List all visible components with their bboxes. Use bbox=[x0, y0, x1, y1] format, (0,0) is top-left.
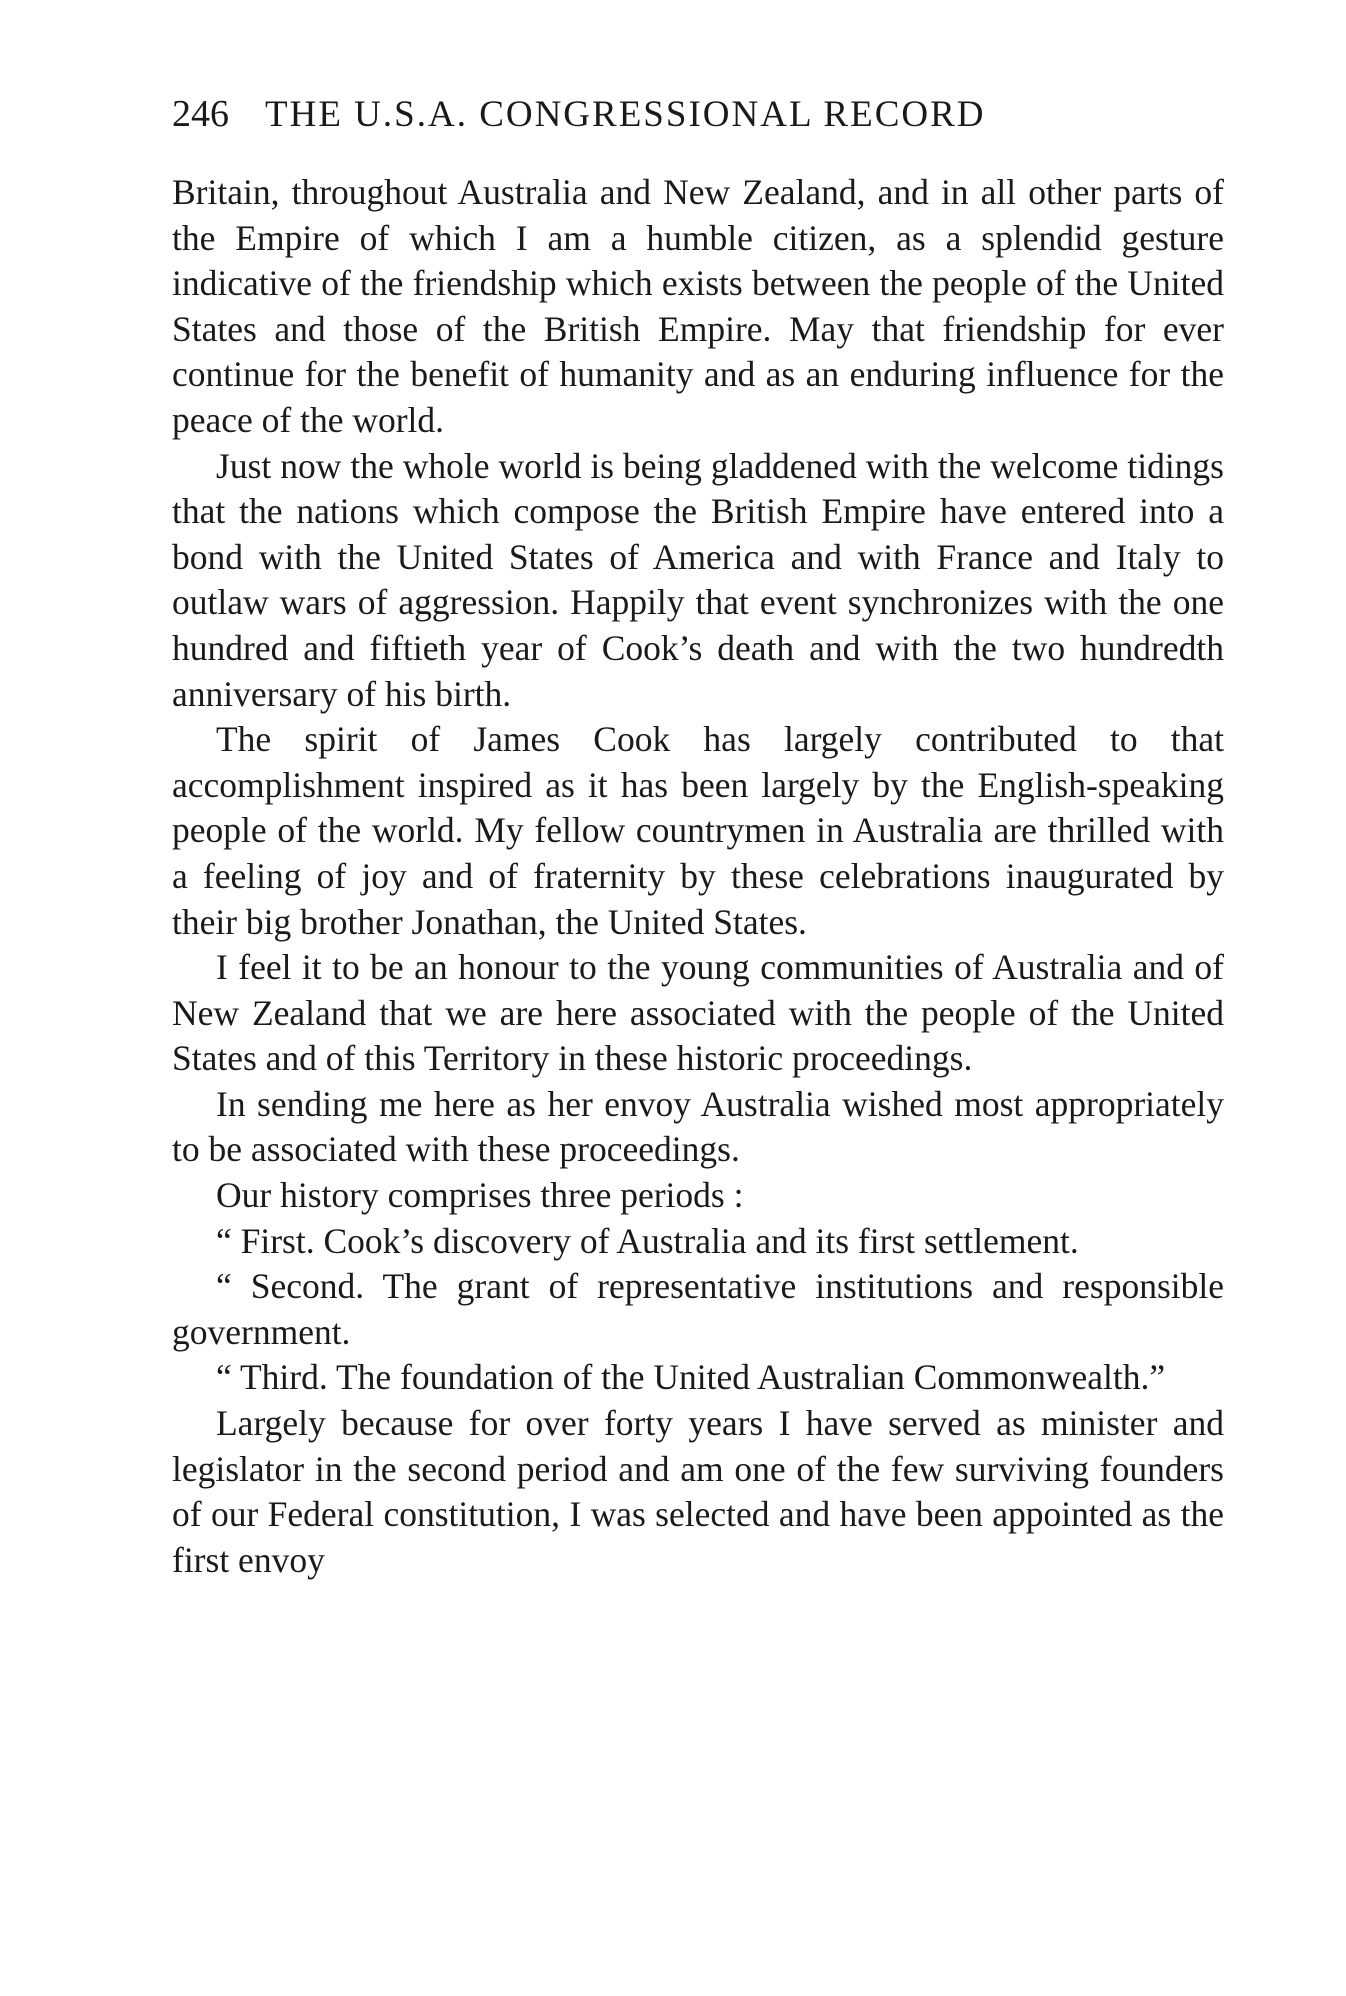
page-number: 246 bbox=[172, 93, 229, 135]
paragraph: “ Third. The foundation of the United Australian Commonwealth.” bbox=[216, 1357, 1166, 1398]
running-title: THE U.S.A. CONGRESSIONAL RECORD bbox=[265, 94, 986, 135]
page bbox=[172, 92, 1224, 1583]
paragraph: In sending me here as her envoy Australia wished most appropriately to be associated with these proceedings. bbox=[172, 1083, 1224, 1170]
paragraph: The spirit of James Cook has largely contributed to that accomplishment inspired as it has been largely by the English-speaking people of the world. My fellow countrymen in Australia are thrilled with a feeling of joy and of fraternity by these celebrations inaugurated by their big brother Jonathan, the United States. bbox=[172, 719, 1224, 942]
paragraph: “ First. Cook’s discovery of Australia and its first settlement. bbox=[216, 1220, 1079, 1261]
paragraph: I feel it to be an honour to the young communities of Australia and of New Zealand that we are here associated with the people of the United States and of this Territory in these historic proceedings. bbox=[172, 947, 1224, 1079]
paragraph: Our history comprises three periods : bbox=[216, 1175, 744, 1216]
running-head bbox=[172, 92, 1224, 162]
paragraph: “ Second. The grant of representative institutions and responsible government. bbox=[172, 1266, 1224, 1352]
paragraph: Britain, throughout Australia and New Zealand, and in all other parts of the Empire of which I am a humble citizen, as a splendid gesture indicative of the friendship which exists between the people of the United States and those of the British Empire. May that friendship for ever continue for the benefit of humanity and as an enduring influence for the peace of the world. bbox=[172, 172, 1224, 440]
paragraph: Just now the whole world is being gladdened with the welcome tidings that the nations which compose the British Empire have entered into a bond with the United States of America and with France and Italy to outlaw wars of aggression. Happily that event synchronizes with the one hundred and fiftieth year of Cook’s death and with the two hundredth anniversary of his birth. bbox=[172, 445, 1224, 714]
body-text bbox=[172, 170, 1224, 1583]
paragraph: Largely because for over forty years I have served as minister and legislator in the second period and am one of the few surviving founders of our Federal constitution, I was selected and have been appointed as the first envoy bbox=[172, 1403, 1224, 1580]
